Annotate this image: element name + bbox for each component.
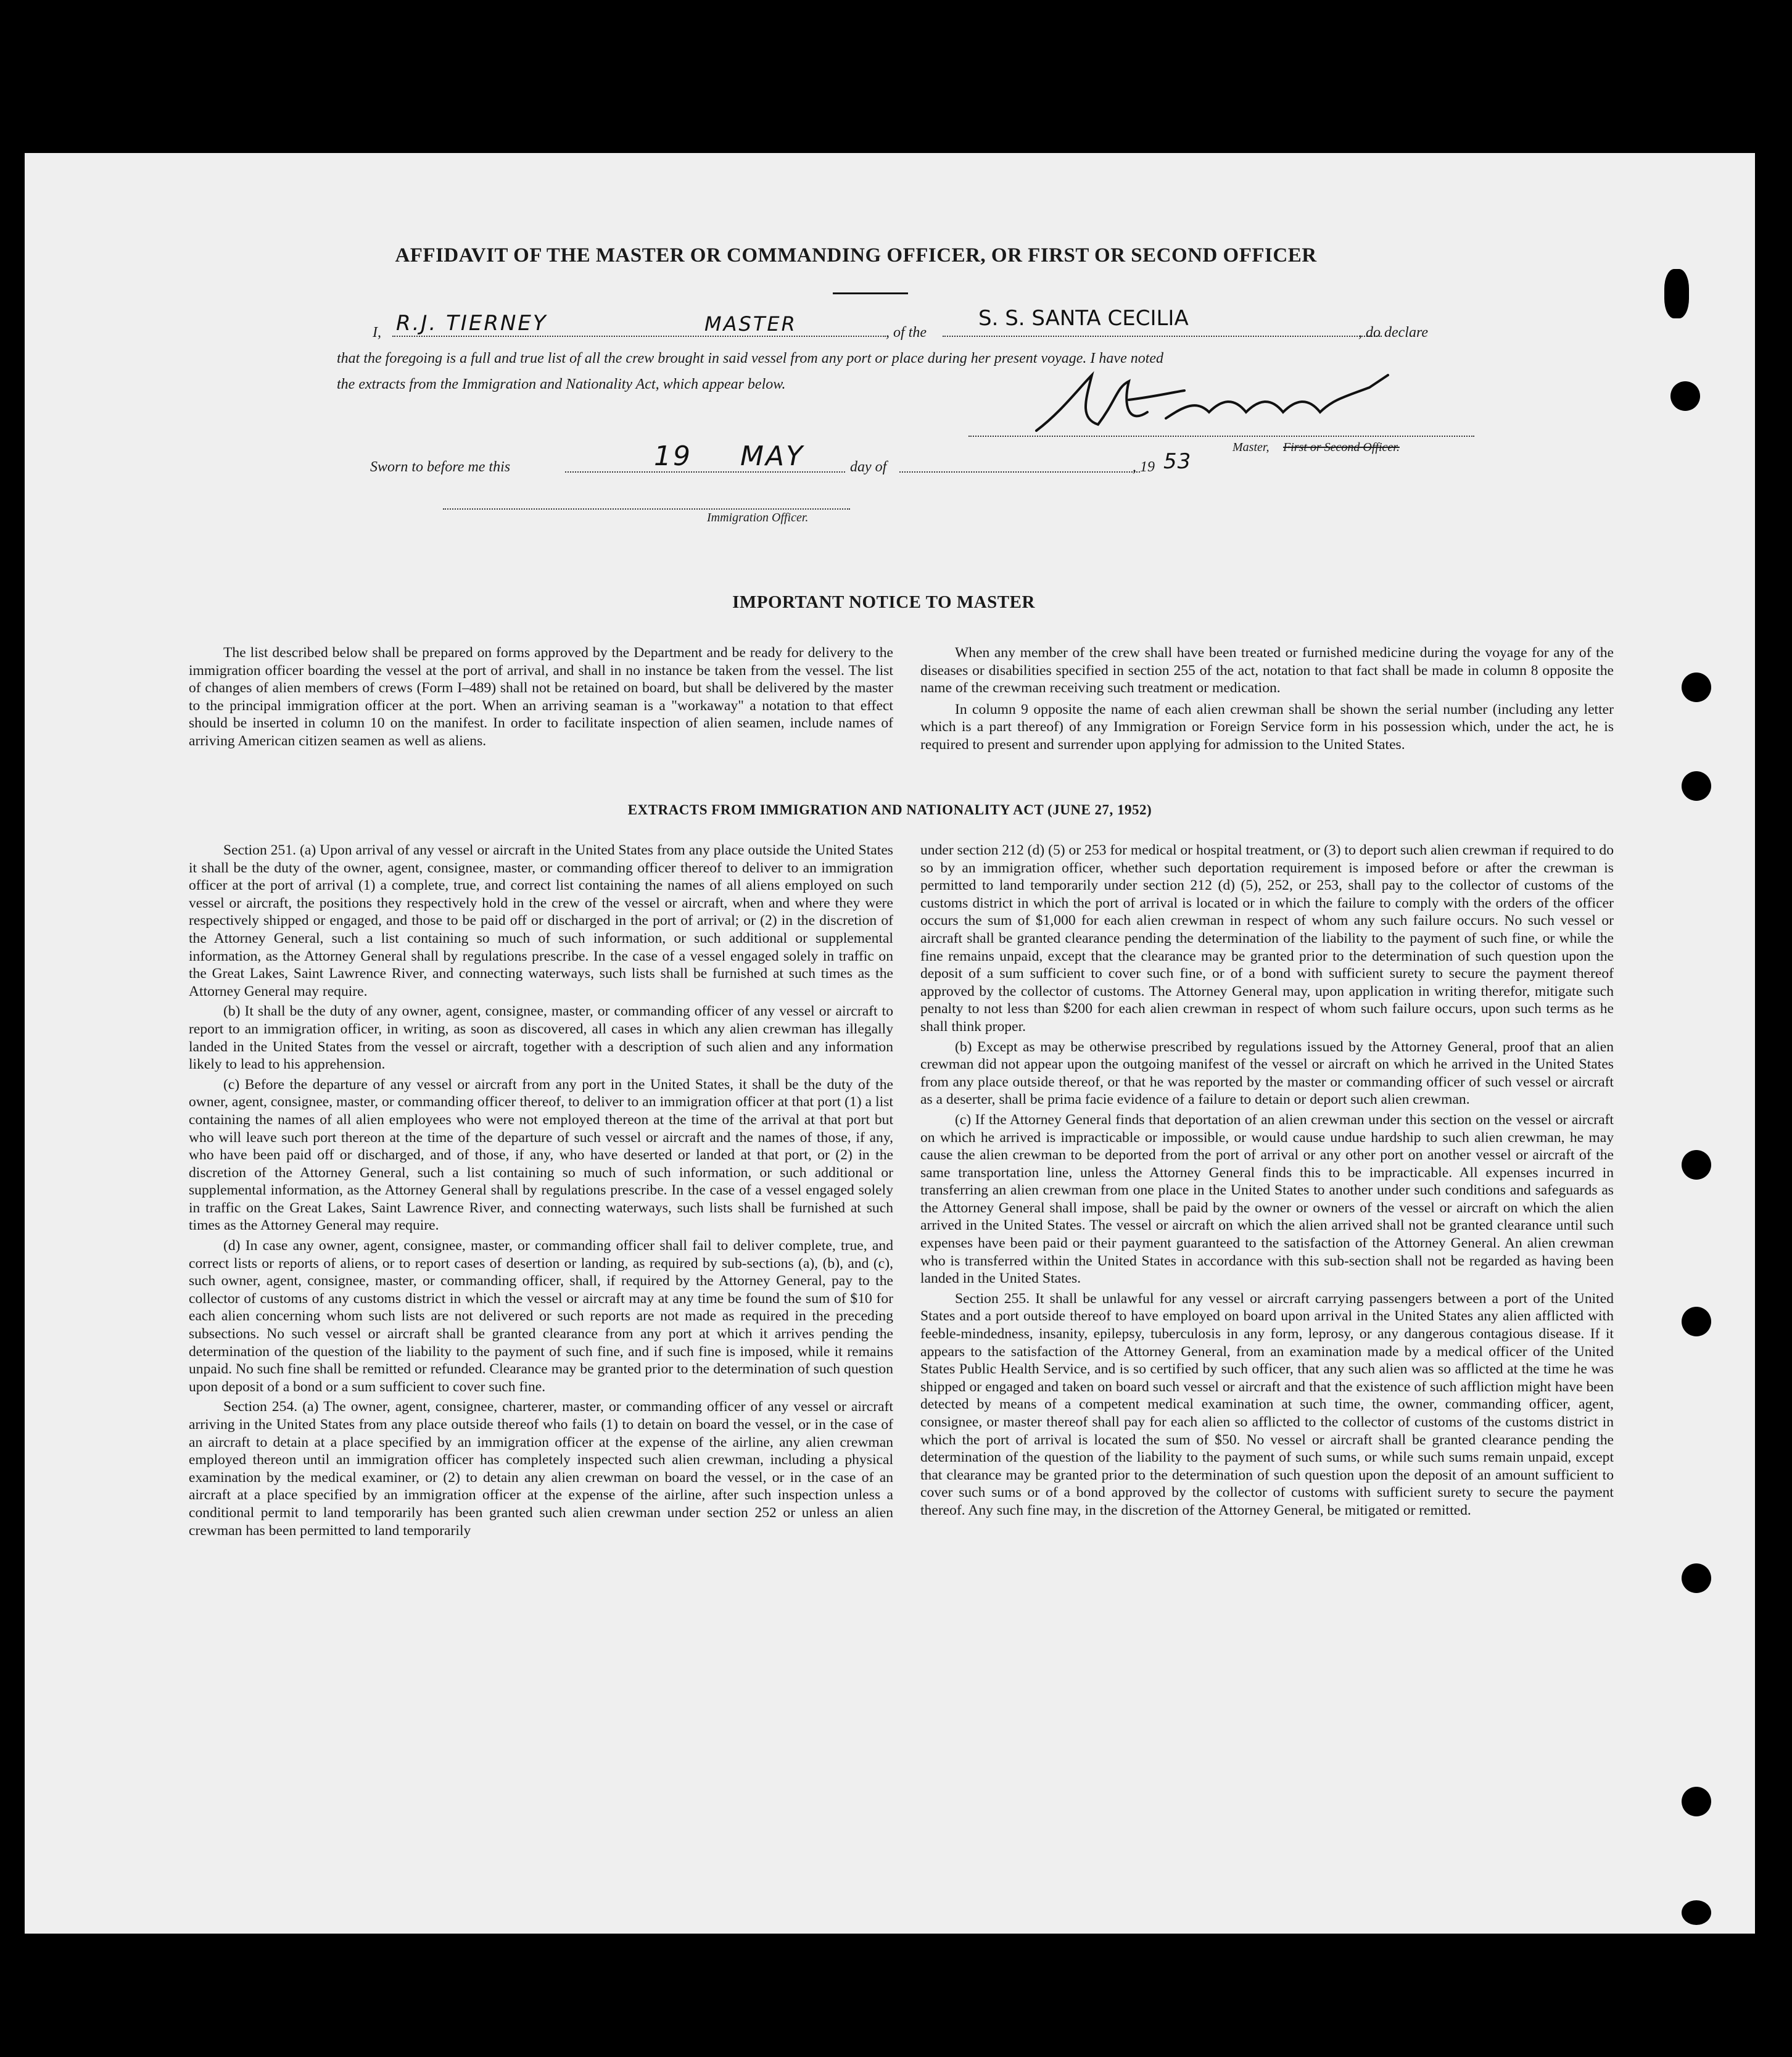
binder-hole [1682,1563,1711,1593]
section-254a-continued-paragraph: under section 212 (d) (5) or 253 for medical or hospital treatment, or (3) to deport such alien crewman if required to do so by an immigration officer, whether such deportation requirement is imposed before or after the crewman is permitted to land temporarily under section 212 (d) (5), 252, or 253, shall pay to the collector of customs of the customs district in which the port of arrival is located or in which the failure to comply with the orders of the officer occurs the sum of $1,000 for each alien crewman in respect of whom any such failure occurs. No such vessel or aircraft shall be granted clearance pending the determination of the liability to the payment of such fine, or while the fine remains unpaid, except that the clearance may be granted prior to the determination of such question upon the deposit of a sum sufficient to cover such fine, or of a bond with sufficient surety to secure the payment thereof approved by the collector of customs. The Attorney General may, upon application in writing therefor, mitigate such penalty to not less than $200 for each alien crewman in respect of whom such failure occurs, upon such terms as he shall think proper. [920,842,1614,1035]
sworn-day: 19 [654,441,692,472]
extracts-right-column [920,842,1614,1522]
binder-hole [1682,1150,1711,1180]
binder-hole [1682,771,1711,801]
binder-hole [1670,381,1700,411]
document-page [25,153,1755,1934]
title-rule [833,292,908,294]
affidavit-title: AFFIDAVIT OF THE MASTER OR COMMANDING OFFICER, OR FIRST OR SECOND OFFICER [395,244,1317,267]
master-caption: Master, [1233,441,1270,454]
notice-paragraph: The list described below shall be prepared on forms approved by the Department and be ready for delivery to the immigration officer boarding the vessel at the port of arrival, and shall in no instance be taken from the vessel. The list of changes of alien members of crews (Form I–489) shall not be retained on board, but shall be delivered by the master to the principal immigration officer at the port. When an arriving seaman is a "workaway" a notation to that effect should be inserted in column 10 on the manifest. In order to facilitate inspection of alien seamen, include names of arriving American citizen seamen as well as aliens. [189,645,893,749]
extracts-title: EXTRACTS FROM IMMIGRATION AND NATIONALITY ACT (JUNE 27, 1952) [627,802,1152,817]
binder-hole [1682,673,1711,702]
of-the-label: , of the [886,325,927,341]
affidavit-statement-line-2: that the foregoing is a full and true list of all the crew brought in said vessel from any port or place during her present voyage. I have noted [337,350,1164,366]
binder-hole [1682,1787,1711,1816]
notice-left-column [189,644,893,753]
notice-title: IMPORTANT NOTICE TO MASTER [732,592,1035,612]
immigration-officer-line [443,508,850,510]
month-fill-line [899,471,1140,473]
section-251d-paragraph: (d) In case any owner, agent, consignee, master, or commanding officer shall fail to deliver complete, true, and correct lists or reports of aliens, or to report cases of desertion or landing, as required by sub-sections (a), (b), and (c), such owner, agent, consignee, master, or commanding officer, shall, if required by the Attorney General, pay to the collector of customs of any customs district in which the vessel or aircraft may at any time be found the sum of $10 for each alien concerning whom such lists are not delivered or such reports are not made as required in the preceding subsections. No such vessel or aircraft shall be granted clearance from any port at which it arrives pending the determination of the question of the liability to the payment of such fine, and if such fine is imposed, while it remains unpaid. No such fine shall be remitted or refunded. Clearance may be granted prior to the determination of such question upon deposit of a bond or a sum sufficient to cover such fine. [189,1238,893,1395]
year-prefix: , 19 [1133,459,1155,475]
notice-paragraph: In column 9 opposite the name of each alien crewman shall be shown the serial number (including any letter which is a part thereof) of any Immigration or Foreign Service form in his possession which, under the act, he is required to present and surrender upon applying for admission to the United States. [920,701,1614,753]
section-254a-paragraph: Section 254. (a) The owner, agent, consignee, charterer, master, or commanding officer of any vessel or aircraft arriving in the United States from any place outside thereof who fails (1) to detain on board the vessel, or in the case of an aircraft to detain at a place specified by an immigration officer at the expense of the airline, any alien crewman employed thereon until an immigration officer has completely inspected such alien crewman, including a physical examination by the medical examiner, or (2) to detain any alien crewman on board the vessel, or in the case of an aircraft at a place specified by an immigration officer at the expense of the airline, after such inspection unless a conditional permit to land temporarily has been granted such alien crewman under section 252 or unless an alien crewman has been permitted to land temporarily [189,1399,893,1539]
section-254b-paragraph: (b) Except as may be otherwise prescribed by regulations issued by the Attorney General, proof that an alien crewman did not appear upon the outgoing manifest of the vessel or aircraft on which he arrived in the United States from any place outside thereof, or that he was reported by the master or commanding officer of such vessel or aircraft as a deserter, shall be prima facie evidence of a failure to detain or deport such alien crewman. [920,1038,1614,1108]
affidavit-line-prefix: I, [373,325,381,341]
notice-paragraph: When any member of the crew shall have been treated or furnished medicine during the voyage for any of the diseases or disabilities specified in section 255 of the act, notation to that fact shall be made in column 8 opposite the name of the crewman receiving such treatment or medication. [920,645,1614,697]
affidavit-statement-line-3: the extracts from the Immigration and Nationality Act, which appear below. [337,376,786,392]
section-251b-paragraph: (b) It shall be the duty of any owner, agent, consignee, master, or commanding officer of any vessel or aircraft to report to an immigration officer, in writing, as soon as discovered, all cases in which any alien crewman has illegally landed in the United States from the vessel or aircraft, together with a description of such alien and any information likely to lead to his apprehension. [189,1003,893,1073]
section-251c-paragraph: (c) Before the departure of any vessel or aircraft from any port in the United States, it shall be the duty of the owner, agent, consignee, master, or commanding officer thereof, to deliver to an immigration officer at that port (1) a list containing the names of all alien employees who were not employed thereon at the time of the arrival at that port but who will leave such port thereon at the time of the departure of such vessel or aircraft and the names of those, if any, who have been paid off or discharged, and of those, if any, who have deserted or landed at that port, or (2) in the discretion of the Attorney General, such a list containing so much of such information, or such additional or supplemental information, as the Attorney General shall by regulations prescribe. In the case of a vessel engaged solely in traffic on the Great Lakes, Saint Lawrence River, and connecting waterways, such lists shall be furnished at such times as the Attorney General may require. [189,1076,893,1234]
vessel-name: S. S. SANTA CECILIA [978,306,1189,331]
extracts-left-column [189,842,893,1542]
master-name: R.J. TIERNEY [396,311,548,336]
binder-hole [1682,1900,1711,1925]
master-signature [1024,363,1406,443]
section-251a-paragraph: Section 251. (a) Upon arrival of any vessel or aircraft in the United States from any place outside the United States it shall be the duty of the owner, agent, consignee, master, or commanding officer thereof to deliver to an immigration officer at the port of arrival (1) a complete, true, and correct list containing the names of all aliens employed on such vessel or aircraft, the positions they respectively hold in the crew of the vessel or aircraft, when and where they were respectively shipped or engaged, and those to be paid off or discharged in the port of arrival; or (2) in the discretion of the Attorney General, such a list containing so much of such information, or such additional or supplemental information, as the Attorney General shall by regulations prescribe. In the case of a vessel engaged solely in traffic on the Great Lakes, Saint Lawrence River, and connecting waterways, such lists shall be furnished at such times as the Attorney General may require. [189,842,893,1000]
section-255-paragraph: Section 255. It shall be unlawful for any vessel or aircraft carrying passengers between a port of the United States and a port outside thereof to have employed on board upon arrival in the United States any alien afflicted with feeble-mindedness, insanity, epilepsy, tuberculosis in any form, leprosy, or any dangerous contagious disease. If it appears to the satisfaction of the Attorney General, from an examination made by a medical officer of the United States Public Health Service, and is so certified by such officer, that any such alien was so afflicted at the time he was shipped or engaged and taken on board such vessel or aircraft and that the existence of such affliction might have been detected by means of a competent medical examination at such time, the owner, commanding officer, agent, consignee, or master thereof shall pay for each alien so afflicted to the collector of customs of the customs district in which the port of arrival is located the sum of $50. No vessel or aircraft shall be granted clearance pending the determination of the question of the liability to the payment of such sums, or while such sums remain unpaid, except that clearance may be granted prior to the determination of such question upon the deposit of an amount sufficient to cover such sums or of a bond approved by the collector of customs with sufficient surety to secure the payment thereof. Any such fine may, in the discretion of the Attorney General, be mitigated or remitted. [920,1290,1614,1518]
binder-hole [1682,1307,1711,1336]
sworn-label: Sworn to before me this [370,459,511,475]
master-rank: MASTER [704,312,797,336]
sworn-year: 53 [1163,449,1192,474]
name-fill-line [392,336,886,337]
sworn-month: MAY [740,441,804,472]
immigration-officer-caption: Immigration Officer. [707,511,809,524]
binder-hole [1664,269,1689,318]
struck-officer-caption: First or Second Officer. [1283,441,1400,454]
section-254c-paragraph: (c) If the Attorney General finds that deportation of an alien crewman under this section on the vessel or aircraft on which he arrived is impracticable or impossible, or would cause undue hardship to such alien crewman, he may cause the alien crewman to be deported from the port of arrival or any other port on another vessel or aircraft of the same transportation line, unless the Attorney General finds this to be impracticable. All expenses incurred in transferring an alien crewman from one place in the United States to another under such conditions and safeguards as the Attorney General shall impose, shall be paid by the owner or owners of the vessel or aircraft on which the alien arrived in the United States. The vessel or aircraft on which the alien arrived shall not be granted clearance until such expenses have been paid or their payment guaranteed to the satisfaction of the Attorney General. An alien crewman who is transferred within the United States in accordance with this sub-section shall not be regarded as having been landed in the United States. [920,1111,1614,1287]
do-declare-label: , do declare [1358,325,1429,341]
vessel-fill-line [943,336,1382,337]
day-of-label: day of [850,459,887,475]
notice-right-column [920,644,1614,756]
